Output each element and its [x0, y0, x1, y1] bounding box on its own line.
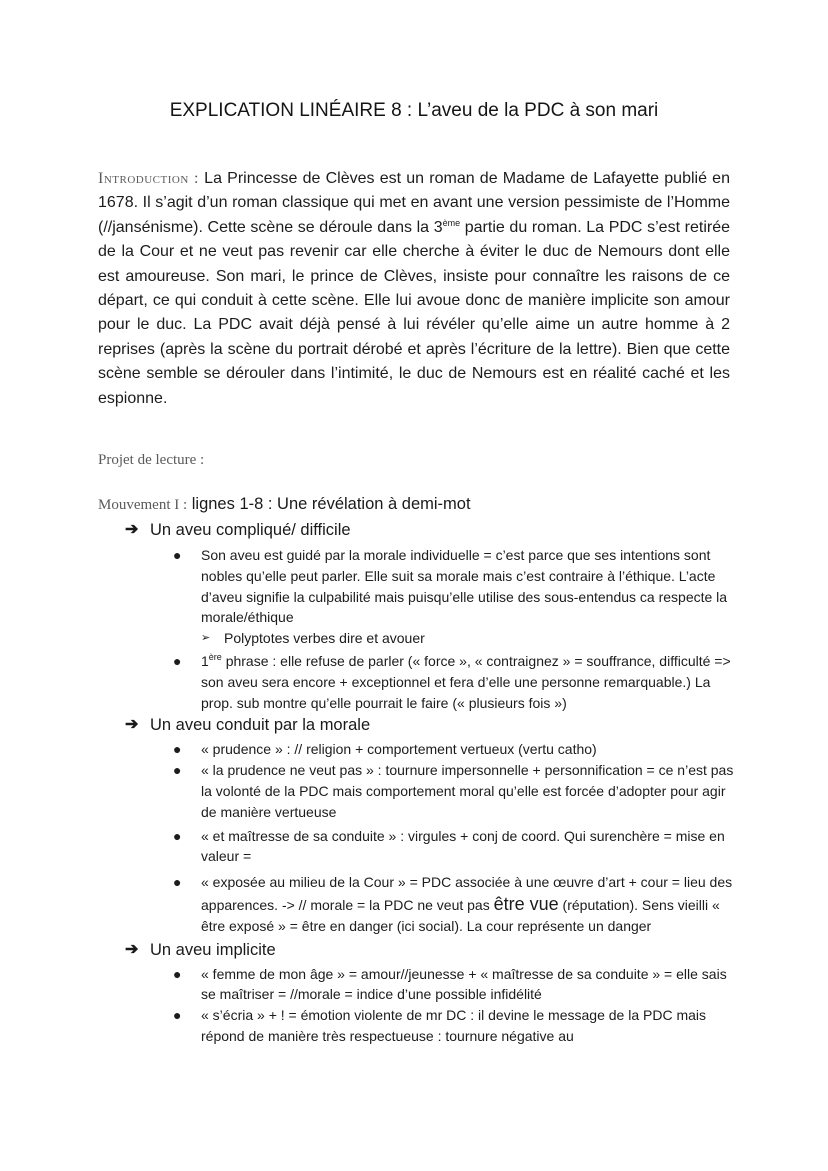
- list-item: [0, 739, 828, 760]
- mouvement-text: lignes 1-8 : Une révélation à demi-mot: [191, 495, 471, 513]
- projet-de-lecture-label: Projet de lecture :: [98, 452, 205, 468]
- arrow-icon: ➔: [125, 521, 139, 538]
- list-item-text: « femme de mon âge » = amour//jeunesse + « maîtresse de sa conduite » = elle sais se maîtriser = //morale = indice d’une possible infidélité: [201, 965, 727, 1003]
- list-item: [0, 964, 828, 1006]
- list-item-text: « et maîtresse de sa conduite » : virgules + conj de coord. Qui surenchère = mise en valeur =: [201, 827, 725, 865]
- list-item-text: phrase : elle refuse de parler (« force », « contraignez » = souffrance, difficulté => son aveu sera encore + exceptionnel et fera d’elle une personne remarquable.) La prop. sub montre qu’elle pourrait le faire (« plusieurs fois »): [201, 652, 731, 711]
- introduction-sup: ème: [442, 217, 461, 228]
- section-heading-text: Un aveu conduit par la morale: [150, 716, 371, 735]
- sub-list-item: [0, 628, 828, 649]
- analysis-content: [0, 518, 828, 1047]
- section-heading-text: Un aveu implicite: [150, 940, 276, 959]
- section-heading-3: [0, 938, 828, 962]
- arrow-icon: ➔: [125, 716, 139, 734]
- ordinal-number: 1: [201, 652, 209, 669]
- section-heading-text: Un aveu compliqué/ difficile: [150, 521, 351, 539]
- list-item-text: « s’écria » + ! = émotion violente de mr DC : il devine le message de la PDC mais répond de manière très respectueuse : tournure négative au: [201, 1007, 707, 1045]
- sub-bullet-arrow-icon: ➢: [201, 632, 211, 645]
- introduction-label: Introduction :: [98, 170, 199, 187]
- list-item-text: « prudence » : // religion + comportement vertueux (vertu catho): [201, 741, 597, 758]
- list-item: [0, 826, 828, 868]
- bullet-icon: ●: [173, 741, 182, 758]
- introduction-paragraph: [98, 167, 730, 411]
- list-item-text-continued: (réputation). Sens vieilli « être exposé » = être en danger (ici social). La cour représente un danger: [201, 896, 720, 935]
- emphasized-text: être vue: [493, 893, 559, 914]
- section-heading-2: [0, 713, 828, 737]
- introduction-text-1: La Princesse de Clèves est un roman de Madame de Lafayette publié en 1678. Il s’agit d’un roman classique qui met en avant une version pessimiste de l’Homme (//jansénisme). Cette scène se déroule dans la 3: [98, 170, 730, 236]
- bullet-icon: ●: [173, 547, 182, 563]
- bullet-icon: ●: [173, 762, 182, 779]
- arrow-icon: ➔: [125, 940, 139, 958]
- section-heading-1: [0, 518, 828, 542]
- bullet-icon: ●: [173, 874, 182, 891]
- bullet-icon: ●: [173, 827, 182, 844]
- list-item: [0, 651, 828, 713]
- list-item-text: Son aveu est guidé par la morale individuelle = c’est parce que ses intentions sont nobles qu’elle peut parler. Elle suit sa morale mais c’est contraire à l’éthique. L’acte d’aveu signifie la culpabilité mais puisqu’elle utilise des sous-entendus ca respecte la morale/éthique: [201, 547, 728, 626]
- introduction-text-2: partie du roman. La PDC s’est retirée de la Cour et ne veut pas revenir car elle cherche à éviter le duc de Nemours dont elle est amoureuse. Son mari, le prince de Clèves, insiste pour connaître les raisons de ce départ, ce qui conduit à cette scène. Elle lui avoue donc de manière implicite son amour pour le duc. La PDC avait déjà pensé à lui révéler qu’elle aime un autre homme à 2 reprises (après la scène du portrait dérobé et après l’écriture de la lettre). Bien que cette scène semble se dérouler dans l’intimité, le duc de Nemours est en réalité caché et les espionne.: [98, 218, 730, 407]
- ordinal-sup: ère: [208, 651, 222, 662]
- bullet-icon: ●: [173, 652, 182, 669]
- list-item: [0, 1005, 828, 1047]
- mouvement-label: Mouvement I :: [98, 497, 188, 513]
- list-item-text: « la prudence ne veut pas » : tournure impersonnelle + personnification = ce n’est pas la volonté de la PDC mais comportement moral qu’elle est forcée d’adopter pour agir de manière vertueuse: [201, 762, 734, 820]
- list-item: [0, 760, 828, 822]
- list-item: [0, 872, 828, 938]
- bullet-icon: ●: [173, 1007, 182, 1024]
- sub-list-item-text: Polyptotes verbes dire et avouer: [224, 630, 425, 647]
- mouvement-heading: [98, 495, 471, 514]
- document-title: EXPLICATION LINÉAIRE 8 : L’aveu de la PDC à son mari: [169, 100, 659, 121]
- list-item: [0, 545, 828, 628]
- bullet-icon: ●: [173, 965, 182, 982]
- list-item-text: « exposée au milieu de la Cour » = PDC associée à une œuvre d’art + cour = lieu des apparences. -> // morale = la PDC ne veut pas: [201, 874, 733, 913]
